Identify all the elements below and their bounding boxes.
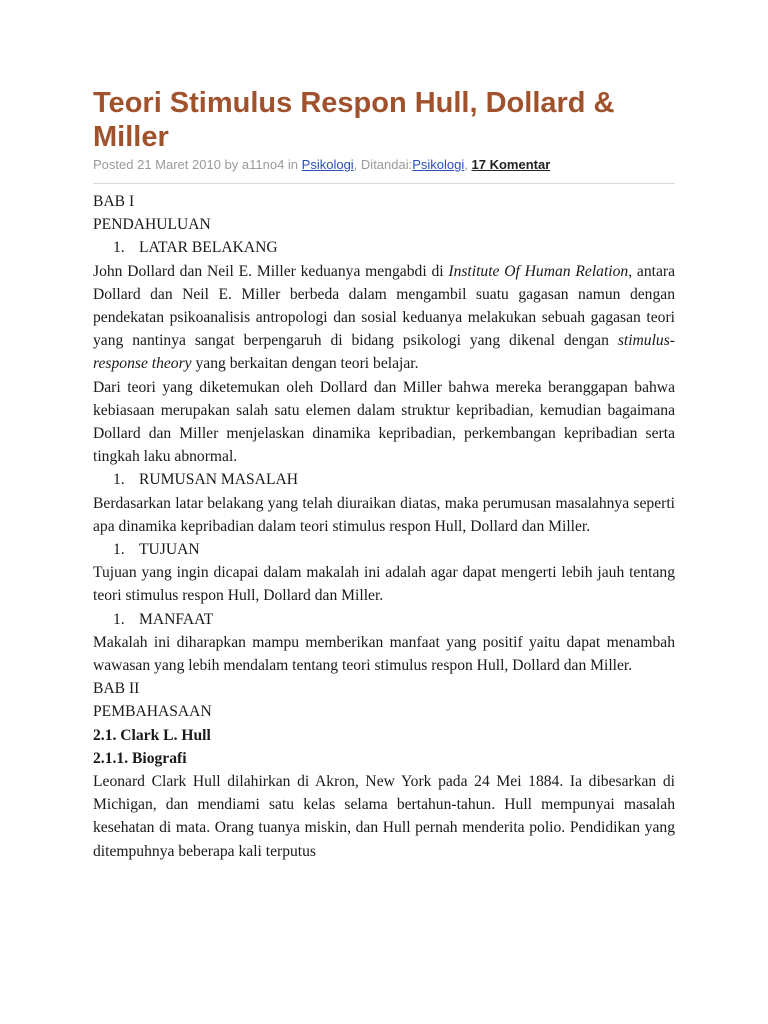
- posted-prefix: Posted: [93, 157, 138, 172]
- chapter-heading: BAB I: [93, 193, 135, 210]
- section-heading-tujuan: [93, 538, 675, 561]
- paragraph-latar-2: Dari teori yang diketemukan oleh Dollard dan Miller bahwa mereka beranggapan bahwa kebiasaan merupakan salah satu elemen dalam struktur kepribadian, kemudian bagaimana Dollard dan Miller menjelaskan dinamika kepribadian, perkembangan kepribadian serta tingkah laku abnormal.: [93, 378, 675, 466]
- section-number: 1.: [113, 541, 125, 559]
- tag-link[interactable]: Psikologi: [412, 157, 465, 172]
- section-heading-rumusan: [93, 468, 675, 491]
- text-run: John Dollard dan Neil E. Miller keduanya mengabdi di: [93, 262, 449, 280]
- section-number: 1.: [113, 471, 125, 489]
- subheading-clark-hull: 2.1. Clark L. Hull: [93, 726, 211, 744]
- section-number: 1.: [113, 239, 125, 257]
- section-title: TUJUAN: [139, 541, 200, 559]
- section-title: RUMUSAN MASALAH: [139, 471, 298, 489]
- text-run: yang berkaitan dengan teori belajar.: [191, 355, 419, 373]
- category-link[interactable]: Psikologi: [301, 157, 354, 172]
- tagged-prefix: , Ditandai:: [353, 157, 413, 172]
- post-title: Teori Stimulus Respon Hull, Dollard & Miller: [93, 87, 615, 153]
- paragraph-rumusan: Berdasarkan latar belakang yang telah diuraikan diatas, maka perumusan masalahnya seperti apa dinamika kepribadian dalam teori stimulus respon Hull, Dollard dan Miller.: [93, 494, 675, 535]
- post-date: 21 Maret 2010: [137, 157, 221, 172]
- comments-link[interactable]: 17 Komentar: [471, 157, 551, 172]
- meta-separator: ,: [464, 157, 472, 172]
- emphasis-institute: Institute Of Human Relation: [448, 262, 629, 280]
- section-heading-manfaat: [93, 608, 675, 631]
- subheading-biografi: 2.1.1. Biografi: [93, 749, 187, 767]
- chapter-heading: BAB II: [93, 680, 140, 698]
- section-title: MANFAAT: [139, 610, 214, 628]
- article: [93, 0, 675, 863]
- chapter-title: PEMBAHASAAN: [93, 703, 212, 721]
- divider: [93, 183, 675, 184]
- section-number: 1.: [113, 610, 125, 628]
- emphasis-theory: stimulus- response theory: [93, 332, 675, 373]
- paragraph-tujuan: Tujuan yang ingin dicapai dalam makalah ini adalah agar dapat mengerti lebih jauh tentang teori stimulus respon Hull, Dollard dan Miller.: [93, 564, 675, 605]
- text-run: , antara Dollard dan Neil E. Miller berbeda dalam mengambil suatu gagasan namun dengan pendekatan psikoanalisis antropologi dan sosial keduanya melakukan sebuah gagasan teori yang nantinya sangat berpengaruh di bidang psikologi yang dikenal dengan: [93, 262, 675, 350]
- paragraph-biografi: Leonard Clark Hull dilahirkan di Akron, New York pada 24 Mei 1884. Ia dibesarkan di Michigan, dan mendiami satu kelas selama bertahun-tahun. Hull mempunyai masalah kesehatan di mata. Orang tuanya miskin, dan Hull pernah menderita polio. Pendidikan yang ditempuhnya beberapa kali terputus: [93, 773, 675, 860]
- paragraph-manfaat: Makalah ini diharapkan mampu memberikan manfaat yang positif yaitu dapat menambah wawasan yang lebih mendalam tentang teori stimulus respon Hull, Dollard dan Miller.: [93, 633, 675, 675]
- post-author: by a11no4 in: [220, 157, 302, 172]
- post-meta: [93, 156, 675, 174]
- chapter-title: PENDAHULUAN: [93, 216, 211, 234]
- section-heading-latar: [93, 236, 675, 259]
- post-body: [93, 190, 675, 863]
- paragraph-latar-1: [93, 260, 675, 376]
- section-title: LATAR BELAKANG: [139, 239, 278, 257]
